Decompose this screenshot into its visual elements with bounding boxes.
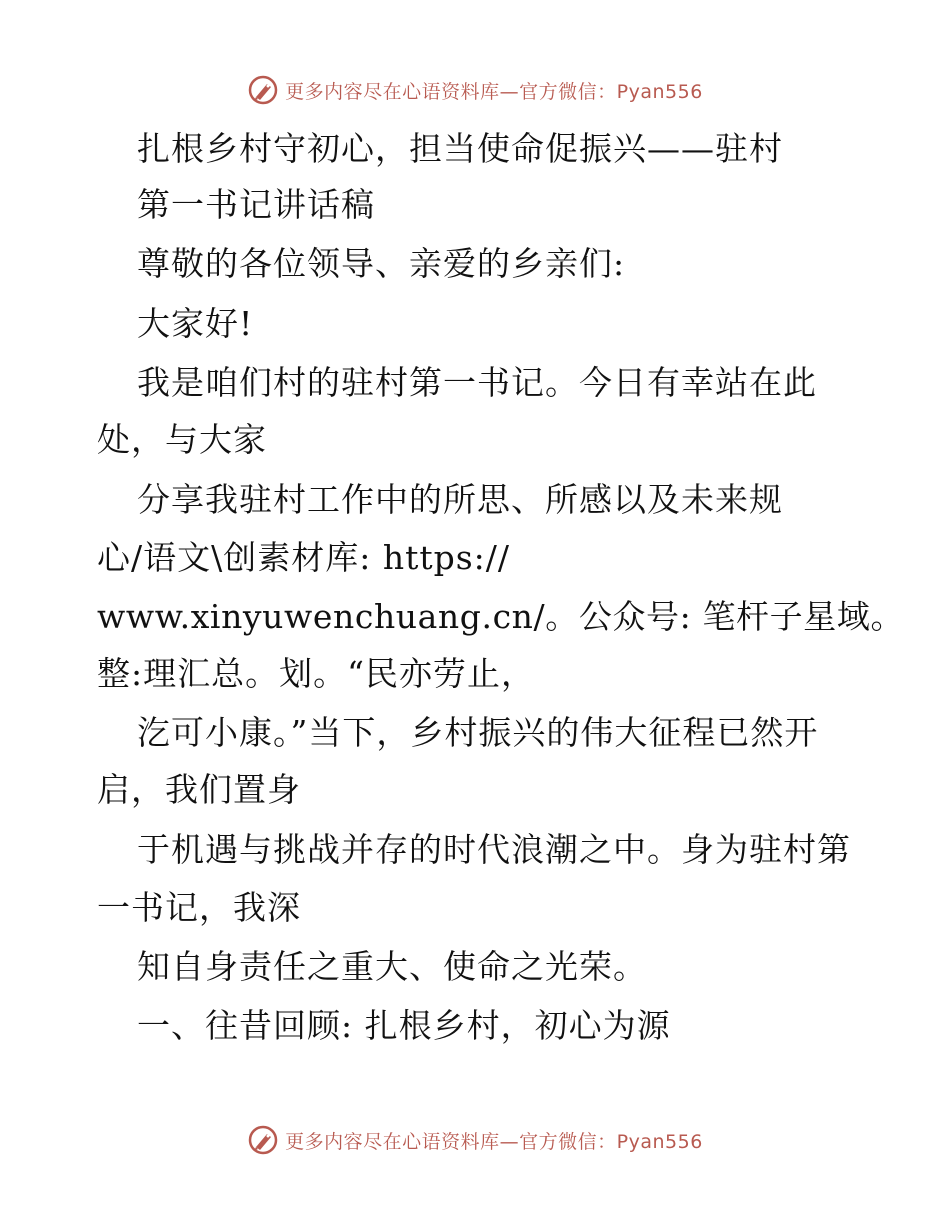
document-title-line-1: 扎根乡村守初心，担当使命促振兴——驻村 <box>137 129 783 168</box>
paragraph-4-line-2: 一书记，我深 <box>97 888 301 927</box>
paragraph-2-line-2: 心/语文\创素材库: https:// <box>97 538 511 577</box>
paragraph-5-line-1: 知自身责任之重大、使命之光荣。 <box>137 947 647 986</box>
greeting: 大家好! <box>137 304 254 343</box>
header-banner-text: 更多内容尽在心语资料库—官方微信：Pyan556 <box>285 80 703 103</box>
section-1-heading: 一、往昔回顾: 扎根乡村，初心为源 <box>137 1006 671 1045</box>
paragraph-3-line-1: 汔可小康。”当下，乡村振兴的伟大征程已然开 <box>137 713 819 752</box>
paragraph-2-line-4: 整:理汇总。划。“民亦劳止， <box>97 654 535 693</box>
footer-banner <box>0 1120 950 1160</box>
salutation: 尊敬的各位领导、亲爱的乡亲们: <box>137 244 626 283</box>
paragraph-1-line-2: 处，与大家 <box>97 420 267 459</box>
footer-banner-text: 更多内容尽在心语资料库—官方微信：Pyan556 <box>285 1130 703 1153</box>
document-title-line-2: 第一书记讲话稿 <box>137 185 375 224</box>
paragraph-3-line-2: 启，我们置身 <box>97 770 301 809</box>
paragraph-2-line-3: www.xinyuwenchuang.cn/。公众号: 笔杆子星域。 <box>97 597 905 636</box>
paragraph-1-line-1: 我是咱们村的驻村第一书记。今日有幸站在此 <box>137 363 817 402</box>
pen-nib-logo-icon <box>247 1124 279 1156</box>
paragraph-4-line-1: 于机遇与挑战并存的时代浪潮之中。身为驻村第 <box>137 830 851 869</box>
paragraph-2-line-1: 分享我驻村工作中的所思、所感以及未来规 <box>137 480 783 519</box>
